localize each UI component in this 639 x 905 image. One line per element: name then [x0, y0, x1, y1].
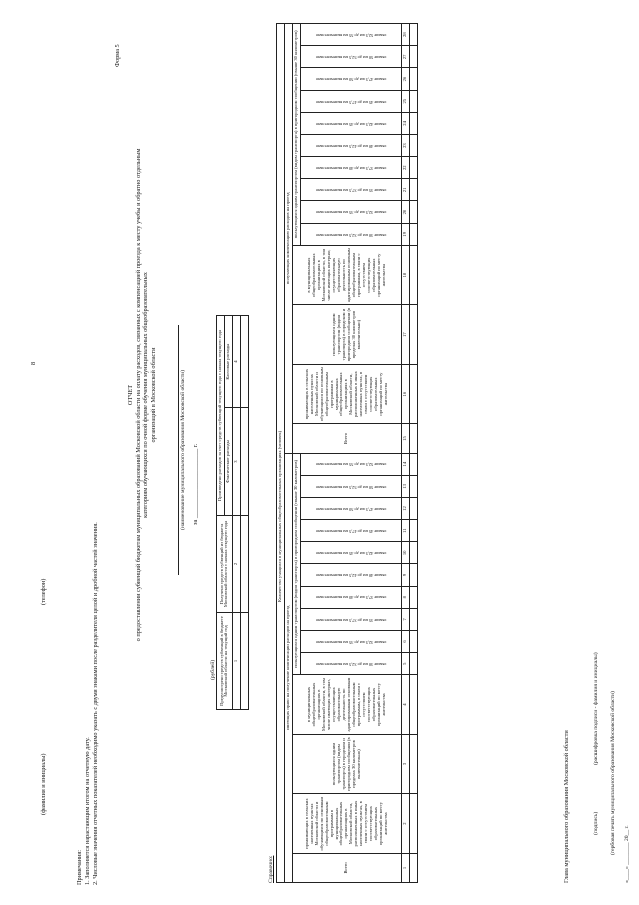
t2a-distance-5 — [300, 564, 401, 586]
t2-cell[interactable] — [409, 157, 417, 179]
t2-num-12: 12 — [401, 497, 409, 519]
reference-label: Справочно: — [268, 855, 274, 883]
t2b-distance-1 — [300, 223, 401, 245]
t2-cell[interactable] — [409, 46, 417, 68]
t2-cell[interactable] — [409, 608, 417, 630]
t2a-distance-label: свыше 37,5 км до 40 км включительно — [315, 595, 387, 601]
t2-cell[interactable] — [409, 223, 417, 245]
t2-rural-a: проживающих в сельских населенных пунктах Московской области и обучающихся по основным общеобразовательным программам в муниципальных общеобразовательных организациях в Московской области, расположенных в иных населенных пунктах, в связи с отсутствием соответствующих образовательных организаций по месту жительства — [292, 794, 401, 854]
t2-long-a: пользующихся одним транспортом (видом транспорта) в пригородном сообщении (свыше 30 километров) — [292, 453, 300, 675]
t2-cell[interactable] — [409, 653, 417, 675]
t2-num-5: 5 — [401, 653, 409, 675]
t1-header-received: Получено средств субвенций из бюджета Московской области с начала текущего года — [217, 516, 233, 613]
rubles-label: (рублей) — [210, 659, 216, 680]
page-number: 8 — [30, 361, 37, 365]
notes-title: Примечания: — [76, 849, 83, 885]
t2-group-receiving: получающих компенсацию расходов на проезд — [284, 24, 292, 454]
students-table — [276, 23, 418, 883]
t2a-distance-1 — [300, 653, 401, 675]
t2a-distance-10 — [300, 453, 401, 475]
t2b-distance-4 — [300, 157, 401, 179]
t2-num-19: 19 — [401, 223, 409, 245]
t2-num-2: 2 — [401, 794, 409, 854]
t2a-distance-label: свыше 32,5 км до 35 км включительно — [315, 639, 387, 645]
t2-num-16: 16 — [401, 364, 409, 424]
t2-cell[interactable] — [409, 112, 417, 134]
t2-total-b: Всего — [292, 424, 401, 453]
t2b-distance-label: свыше 52,5 км до 55 км включительно — [315, 32, 387, 38]
t2-cell[interactable] — [409, 520, 417, 542]
t2-cell[interactable] — [409, 497, 417, 519]
t2b-distance-5 — [300, 134, 401, 156]
t2-num-18: 18 — [401, 245, 409, 305]
t2a-distance-2 — [300, 630, 401, 652]
t2b-distance-7 — [300, 90, 401, 112]
t2a-distance-label: свыше 45 км до 47,5 км включительно — [315, 528, 387, 534]
mo-name-line — [178, 325, 179, 575]
t2a-distance-7 — [300, 520, 401, 542]
t1-num-2: 2 — [232, 516, 240, 613]
t2-cell[interactable] — [409, 853, 417, 882]
t2-cell[interactable] — [409, 475, 417, 497]
t2a-distance-label: свыше 52,5 км до 55 км включительно — [315, 462, 387, 468]
t2-num-4: 4 — [401, 675, 409, 735]
t1-num-4: 4 — [232, 316, 240, 408]
t2-transport-b: пользующихся одним транспортом (видом транспорта) в городском и пригородном сообщении (в пределах 30 километров включительно) — [292, 305, 401, 365]
t1-cell[interactable] — [240, 516, 248, 613]
t2b-distance-3 — [300, 179, 401, 201]
t2-cell[interactable] — [409, 630, 417, 652]
t2-cell[interactable] — [409, 424, 417, 453]
title-block — [127, 0, 157, 795]
sign-fio-caption: (фамилия и инициалы) — [40, 753, 47, 815]
report-subtitle-3: организаций в Московской области — [149, 347, 157, 443]
signature-caption: (подпись) — [593, 811, 599, 835]
t2-special-b: в муниципальных общеобразовательных организациях в Московской области, в том числе имеющих интернат, осуществляющих образовательную деятельность по адаптированным основным общеобразовательным программам, в связи с отсутствием соответствующих образовательных организаций по месту жительства — [292, 245, 401, 305]
t2-cell[interactable] — [409, 179, 417, 201]
t2b-distance-label: свыше 47,5 км до 50 км включительно — [315, 77, 387, 83]
t2-num-7: 7 — [401, 608, 409, 630]
t2-cell[interactable] — [409, 794, 417, 854]
t2a-distance-label: свыше 40 км до 42,5 км включительно — [315, 573, 387, 579]
t2-cell[interactable] — [409, 453, 417, 475]
seal-caption: (гербовая печать муниципального образования Московской области) — [610, 691, 616, 855]
t2-cell[interactable] — [409, 24, 417, 46]
t2-cell[interactable] — [409, 364, 417, 424]
mo-name-caption: (наименование муниципального образования Московской области) — [180, 369, 186, 531]
t2a-distance-label: свыше 35 км до 37,5 км включительно — [315, 617, 387, 623]
t2a-distance-8 — [300, 497, 401, 519]
t2b-distance-6 — [300, 112, 401, 134]
t1-num-3: 3 — [232, 408, 240, 516]
date-line: «____» ________ 20__ г. — [624, 825, 630, 883]
t2b-distance-8 — [300, 68, 401, 90]
report-subtitle-1: о предоставлении субвенций бюджетам муниципальных образований Московской области на оплату расходов, связанных с компенсацией проезда к месту учебы и обратно отдельным — [134, 148, 142, 642]
t2-num-21: 21 — [401, 179, 409, 201]
t2-special-a: в муниципальных общеобразовательных организациях в Московской области, в том числе имеющих интернат, осуществляющих образовательную деятельность по адаптированным основным общеобразовательным программам, в связи с отсутствием соответствующих образовательных организаций по месту жительства — [292, 675, 401, 735]
t2-cell[interactable] — [409, 201, 417, 223]
t2-num-27: 27 — [401, 46, 409, 68]
t1-num-1: 1 — [232, 613, 240, 710]
t2-cell[interactable] — [409, 542, 417, 564]
t2-cell[interactable] — [409, 675, 417, 735]
t1-header-spent: Произведено расходов за счет средств субвенций текущего года с начала текущего года — [217, 316, 225, 516]
t2-top-header: Количество учащихся в муниципальных общеобразовательных организациях (человек) — [277, 24, 285, 883]
t2b-distance-2 — [300, 201, 401, 223]
t2-num-24: 24 — [401, 112, 409, 134]
t2-cell[interactable] — [409, 305, 417, 365]
t2-num-14: 14 — [401, 453, 409, 475]
t2-num-26: 26 — [401, 68, 409, 90]
t2-cell[interactable] — [409, 134, 417, 156]
form-label: Форма 5 — [114, 44, 121, 67]
t1-cell[interactable] — [240, 316, 248, 408]
t2-num-3: 3 — [401, 734, 409, 794]
t2b-distance-10 — [300, 24, 401, 46]
t2-num-15: 15 — [401, 424, 409, 453]
t2-num-10: 10 — [401, 542, 409, 564]
summary-table — [216, 315, 249, 710]
t2-num-9: 9 — [401, 564, 409, 586]
period-line: за ______________________ г. — [192, 443, 199, 525]
t2-long-b: пользующихся одним транспортом (видом транспорта) в пригородном сообщении (свыше 30 километров) — [292, 24, 300, 246]
report-subtitle-2: категориям обучающихся по очной форме обучения муниципальных общеобразовательных — [142, 272, 150, 518]
t2a-distance-label: свыше 30 км до 32,5 км включительно — [315, 662, 387, 668]
t2-rural-b: проживающих в сельских населенных пунктах Московской области и обучающихся по основным общеобразовательным программам в муниципальных общеобразовательных организациях в Московской области, расположенных в иных населенных пунктах, в связи с отсутствием соответствующих образовательных организаций по месту жительства — [292, 364, 401, 424]
sign-phone-caption: (телефон) — [40, 578, 47, 605]
t2a-distance-label: свыше 50 км до 52,5 км включительно — [315, 484, 387, 490]
t2-cell[interactable] — [409, 245, 417, 305]
t2-num-8: 8 — [401, 586, 409, 608]
t2a-distance-9 — [300, 475, 401, 497]
t2-transport-a: пользующихся одним транспортом (видом транспорта) в городском и пригородном сообщении (в пределах 30 километров включительно) — [292, 734, 401, 794]
t2a-distance-3 — [300, 608, 401, 630]
t2-num-22: 22 — [401, 157, 409, 179]
t2b-distance-label: свыше 35 км до 37,5 км включительно — [315, 188, 387, 194]
t2-cell[interactable] — [409, 90, 417, 112]
t2b-distance-label: свыше 40 км до 42,5 км включительно — [315, 143, 387, 149]
t1-header-actual: Фактические расходы — [224, 408, 232, 516]
t2b-distance-label: свыше 37,5 км до 40 км включительно — [315, 166, 387, 172]
t2b-distance-label: свыше 30 км до 32,5 км включительно — [315, 232, 387, 238]
t2-total-a: Всего — [292, 853, 401, 882]
t2-num-6: 6 — [401, 630, 409, 652]
t1-header-plan: Предусмотрено средств субвенций в бюджете Московской области на текущий год — [217, 613, 233, 710]
t2-cell[interactable] — [409, 68, 417, 90]
t2-cell[interactable] — [409, 564, 417, 586]
t2b-distance-label: свыше 45 км до 47,5 км включительно — [315, 99, 387, 105]
t2-num-20: 20 — [401, 201, 409, 223]
t2b-distance-label: свыше 42,5 км до 45 км включительно — [315, 121, 387, 127]
t1-header-cash: Кассовые расходы — [224, 316, 232, 408]
t2-group-eligible: имеющих право на получение компенсации расходов на проезд — [284, 453, 292, 882]
t2-num-25: 25 — [401, 90, 409, 112]
t2-num-17: 17 — [401, 305, 409, 365]
head-of-mo: Глава муниципального образования Московской области — [563, 730, 570, 883]
t2-cell[interactable] — [409, 734, 417, 794]
t1-cell[interactable] — [240, 613, 248, 710]
t2-num-28: 28 — [401, 24, 409, 46]
t2a-distance-label: свыше 47,5 км до 50 км включительно — [315, 506, 387, 512]
t2b-distance-9 — [300, 46, 401, 68]
t2-num-11: 11 — [401, 520, 409, 542]
t2-num-13: 13 — [401, 475, 409, 497]
note-2: 2. Числовые значения отчетных показателей необходимо указать с двумя знаками после разделителя целой и дробной частей значения. — [92, 522, 99, 885]
decoding-caption: (расшифровка подписи - фамилия и инициалы) — [593, 652, 599, 765]
t2-num-23: 23 — [401, 134, 409, 156]
t2-cell[interactable] — [409, 586, 417, 608]
t2a-distance-6 — [300, 542, 401, 564]
t2-num-1: 1 — [401, 853, 409, 882]
t1-cell[interactable] — [240, 408, 248, 516]
report-title: ОТЧЕТ — [127, 384, 134, 406]
t2b-distance-label: свыше 32,5 км до 35 км включительно — [315, 210, 387, 216]
t2a-distance-4 — [300, 586, 401, 608]
t2b-distance-label: свыше 50 км до 52,5 км включительно — [315, 55, 387, 61]
note-1: 1. Заполняется нарастающим итогом на отчетную дату. — [84, 737, 91, 885]
t2a-distance-label: свыше 42,5 км до 45 км включительно — [315, 551, 387, 557]
